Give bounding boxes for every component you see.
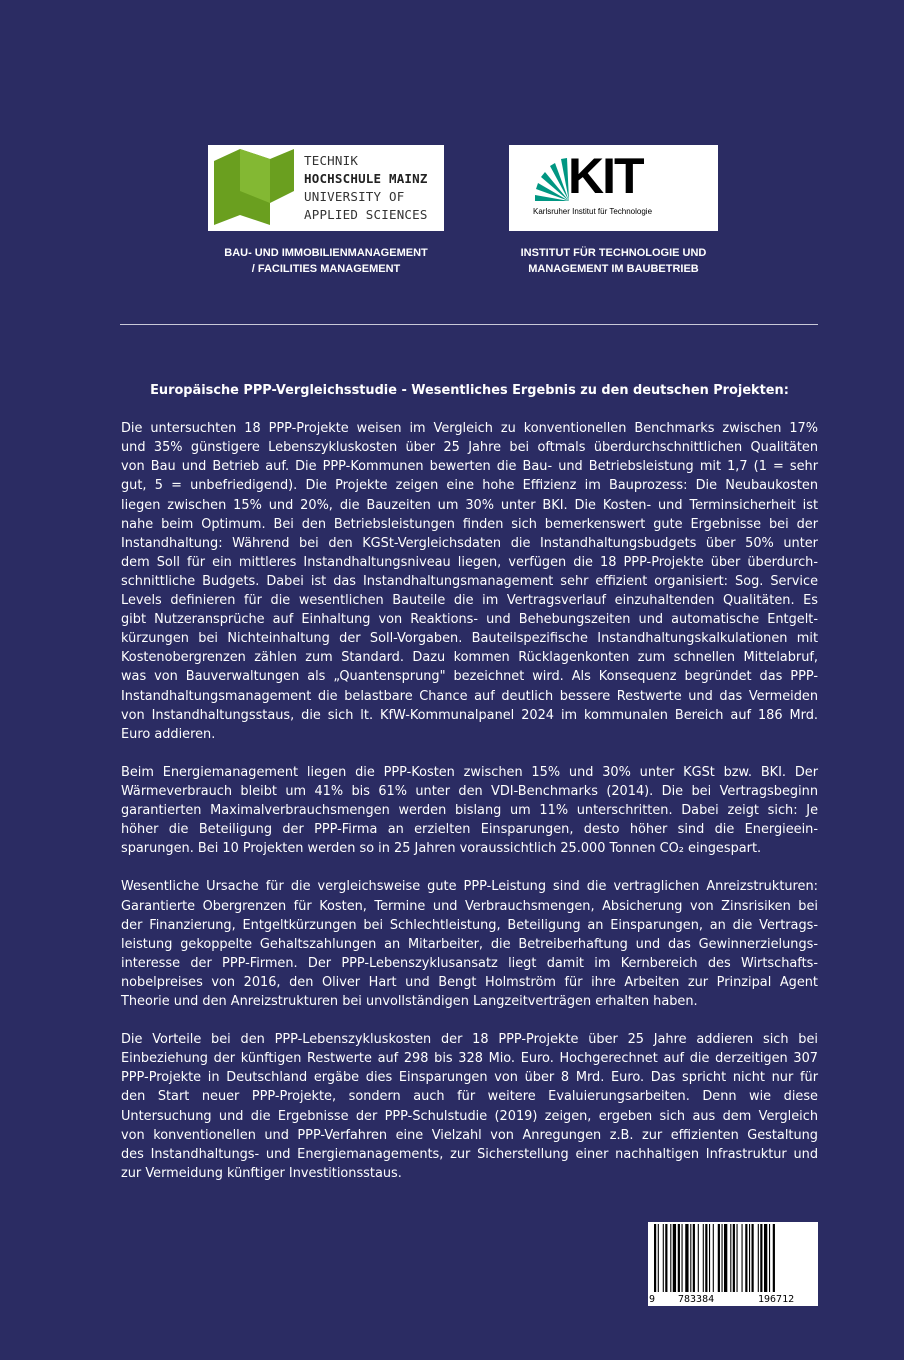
paragraph-line: nahe beim Optimum. Bei den Betriebsleistungen finden sich bemerkenswert gute Ergebnisse bei der (121, 516, 818, 532)
paragraph-line: Levels definieren für die wesentlichen Bauteile die im Vertragsverlauf einzuhaltenden Qualitäten. Es (121, 593, 818, 609)
paragraph-line: dem Soll für ein mittleres Instandhaltungsniveau liegen, verfügen die 18 PPP-Projekte über überdurch- (121, 554, 818, 570)
kit-subtitle: Karlsruher Institut für Technologie (533, 207, 653, 216)
paragraph-line: Instandhaltungsmanagement die belastbare Chance auf deutlich bessere Restwerte und das Vermeiden (121, 688, 818, 704)
paragraph-line: kürzungen bei Nichteinhaltung der Soll-Vorgaben. Bauteilspezifische Instandhaltungskalkulationen mit (121, 631, 818, 647)
paragraph-line: Instandhaltung: Während bei den KGSt-Vergleichsdaten die Instandhaltungsbudgets über 50% unter (121, 535, 818, 551)
paragraph-results (121, 419, 818, 744)
kit-caption-line-2: MANAGEMENT IM BAUBETRIEB (528, 263, 699, 275)
thm-line-4: APPLIED SCIENCES (304, 207, 428, 222)
paragraph-line: sparungen. Bei 10 Projekten werden so in 25 Jahren voraussichtlich 25.000 Tonnen CO₂ eingespart. (121, 841, 762, 857)
paragraph-conclusion (121, 1030, 818, 1183)
paragraph-incentives (121, 877, 818, 1011)
barcode-group-right: 196712 (758, 1294, 795, 1305)
paragraph-line: Beim Energiemanagement liegen die PPP-Kosten zwischen 15% und 30% unter KGSt bzw. BKI. Der (121, 764, 818, 780)
thm-line-2: HOCHSCHULE MAINZ (304, 171, 428, 186)
study-heading: Europäische PPP-Vergleichsstudie - Wesentliches Ergebnis zu den deutschen Projekten: (150, 383, 789, 398)
paragraph-line: Euro addieren. (121, 726, 216, 742)
barcode-bars-icon (654, 1224, 812, 1292)
main-text (121, 381, 818, 1202)
paragraph-line: Wesentliche Ursache für die vergleichsweise gute PPP-Leistung sind die vertraglichen Anreizstrukturen: (121, 879, 818, 895)
paragraph-line: gibt Nutzeransprüche auf Einhaltung von Reaktions- und Behebungszeiten und automatische Entgelt- (121, 612, 818, 628)
paragraph-line: Die Vorteile bei den PPP-Lebenszykluskosten der 18 PPP-Projekte über 25 Jahre addieren sich bei (121, 1032, 818, 1048)
paragraph-line: PPP-Projekte in Deutschland ergäbe dies Einsparungen von über 8 Mrd. Euro. Das spricht nicht nur für (121, 1070, 818, 1086)
thm-caption-line-1: BAU- UND IMMOBILIENMANAGEMENT (224, 247, 428, 259)
paragraph-line: und 35% günstigere Lebenszykluskosten über 25 Jahre bei oftmals überdurchschnittlichen Qualitäten (121, 440, 818, 456)
paragraph-line: Untersuchung und die Ergebnisse der PPP-Schulstudie (2019) zeigen, ergeben sich aus dem Vergleich (121, 1108, 818, 1124)
thm-line-3: UNIVERSITY OF (304, 189, 405, 204)
paragraph-line: von konventionellen und PPP-Verfahren eine Vielzahl von Anregungen z.B. zur effizienten Gestaltung (121, 1127, 818, 1143)
paragraph-line: von Bau und Betrieb auf. Die PPP-Kommunen bewerten die Bau- und Betriebsleistung mit 1,7 (1 = sehr (121, 459, 818, 475)
paragraph-line: was von Bauverwaltungen als „Quantensprung" bezeichnet wird. Als Konsequenz begründet das PPP- (121, 669, 818, 685)
divider (120, 324, 818, 325)
paragraph-line: Kostenobergrenzen zählen zum Standard. Dazu kommen Rücklagenkonten zum schnellen Mittelabruf, (121, 650, 818, 666)
paragraph-line: leistung gekoppelte Gehaltszahlungen an Mitarbeiter, die Betreiberhaftung und das Gewinnerzielungs- (121, 936, 818, 952)
thm-logo (208, 145, 444, 231)
kit-wordmark: KIT (568, 148, 643, 204)
paragraph-line: Garantierte Obergrenzen für Kosten, Termine und Verbrauchsmengen, Absicherung von Zinsrisiken bei (121, 898, 818, 914)
thm-line-1: TECHNIK (304, 153, 359, 168)
barcode-digit-first: 9 (649, 1294, 656, 1305)
thm-logo-mark-icon (208, 145, 298, 231)
paragraph-line: garantierten Maximalverbrauchsmengen werden bislang um 11% unterschritten. Dabei zeigt sich: Je (121, 803, 818, 819)
kit-logo (509, 145, 718, 231)
paragraph-line: den Start neuer PPP-Projekte, sondern auch für weitere Evaluierungsarbeiten. Denn wie diese (121, 1089, 818, 1105)
isbn-barcode (648, 1222, 818, 1306)
paragraph-line: liegen zwischen 15% und 20%, die Bauzeiten um 30% unter BKI. Die Kosten- und Terminsicherheit ist (121, 497, 818, 513)
thm-caption-line-2: / FACILITIES MANAGEMENT (251, 263, 401, 275)
paragraph-line: höher die Beteiligung der PPP-Firma an erzielten Einsparungen, desto höher sind die Energieein- (121, 822, 818, 838)
paragraph-line: des Instandhaltungs- und Energiemanagements, zur Sicherstellung einer nachhaltigen Infrastruktur und (121, 1146, 818, 1162)
kit-caption (509, 245, 718, 277)
paragraph-line: zur Vermeidung künftiger Investitionsstaus. (121, 1165, 402, 1181)
paragraph-line: Die untersuchten 18 PPP-Projekte weisen im Vergleich zu konventionellen Benchmarks zwischen 17% (121, 421, 818, 437)
paragraph-line: gut, 5 = unbefriedigend). Die Projekte zeigen eine hohe Effizienz im Bauprozess: Die Neubaukosten (121, 478, 818, 494)
paragraph-line: nobelpreises von 2016, den Oliver Hart und Bengt Holmström für ihre Arbeiten zur Prinzipal Agent (121, 974, 818, 990)
paragraph-line: Wärmeverbrauch bleibt um 41% bis 61% unter den VDI-Benchmarks (2014). Die bei Vertragsbeginn (121, 783, 818, 799)
thm-logo-text (304, 152, 428, 224)
paragraph-line: Einbeziehung der künftigen Restwerte auf 298 bis 328 Mio. Euro. Hochgerechnet auf die derzeitigen 307 (121, 1051, 818, 1067)
paragraph-line: von Instandhaltungsstaus, die sich lt. KfW-Kommunalpanel 2024 im kommunalen Bereich auf 186 Mrd. (121, 707, 818, 723)
paragraph-line: schnittliche Budgets. Dabei ist das Instandhaltungsmanagement sehr effizient organisiert: Sog. Service (121, 573, 818, 589)
paragraph-line: der Finanzierung, Entgeltkürzungen bei Schlechtleistung, Beteiligung an Einsparungen, an die Vertrags- (121, 917, 818, 933)
barcode-group-left: 783384 (678, 1294, 715, 1305)
paragraph-energy (121, 763, 818, 858)
thm-caption (208, 245, 444, 277)
paragraph-line: Theorie und den Anreizstrukturen bei unvollständigen Langzeitverträgen erhalten haben. (121, 994, 698, 1009)
paragraph-line: interesse der PPP-Firmen. Der PPP-Lebenszyklusansatz liegt damit im Kernbereich des Wirtschafts- (121, 955, 818, 971)
kit-caption-line-1: INSTITUT FÜR TECHNOLOGIE UND (520, 247, 707, 259)
